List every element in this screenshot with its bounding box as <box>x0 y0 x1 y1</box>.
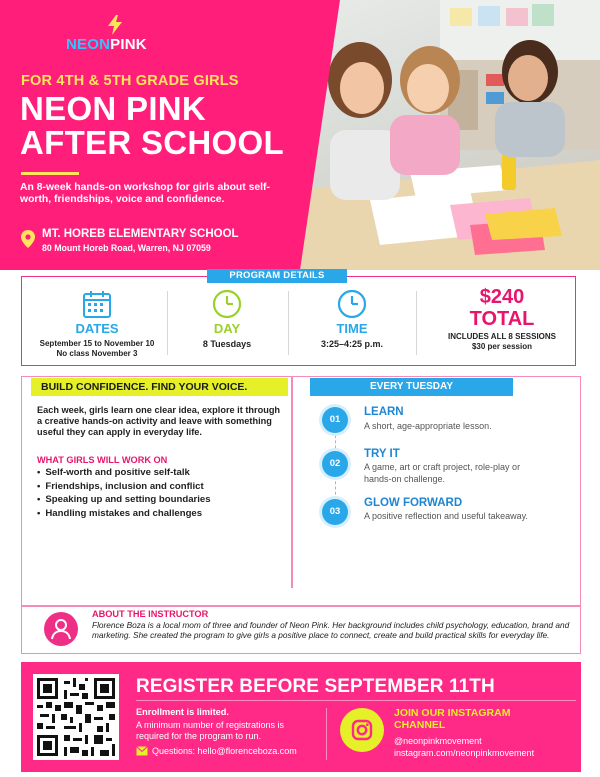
dates-note: No class November 3 <box>56 349 138 358</box>
work-on-heading: WHAT GIRLS WILL WORK ON <box>37 455 168 465</box>
price-per-session: $30 per session <box>471 342 533 351</box>
title-underline <box>21 172 79 175</box>
instagram-handle[interactable]: @neonpinkmovement <box>394 736 482 746</box>
divider <box>416 291 417 355</box>
qr-code[interactable] <box>33 674 119 760</box>
instagram-url-link[interactable]: instagram.com/neonpinkmovement <box>394 748 535 758</box>
day-value: 8 Tuesdays <box>202 339 252 349</box>
page-title <box>20 92 284 160</box>
price-block <box>436 286 568 352</box>
qr-code-icon <box>37 678 115 756</box>
program-details-box <box>21 276 576 366</box>
price-includes: INCLUDES ALL 8 SESSIONS <box>447 332 557 341</box>
build-confidence-text: Each week, girls learn one clear idea, explore it through a creative hands-on activity and leave with something useful they can apply in everyday life. <box>37 405 281 437</box>
register-title: REGISTER BEFORE SEPTEMBER 11TH <box>136 676 495 697</box>
list-item: • Friendships, inclusion and conflict <box>37 480 211 494</box>
content-divider <box>291 376 293 588</box>
day-block <box>172 289 282 349</box>
day-heading: DAY <box>213 321 241 336</box>
register-rule <box>136 700 576 701</box>
logo-neon: NEON <box>66 36 111 53</box>
enrollment-limited: Enrollment is limited. <box>136 707 229 717</box>
time-heading: TIME <box>336 321 368 336</box>
calendar-icon <box>82 289 112 319</box>
hero-photo <box>300 0 600 270</box>
hero-section <box>0 0 600 270</box>
questions-email-link[interactable]: Questions: hello@florenceboza.com <box>152 746 297 756</box>
minimum-registrations: A minimum number of registrations is required for the program to run. <box>136 720 285 741</box>
location-address: 80 Mount Horeb Road, Warren, NJ 07059 <box>42 243 211 253</box>
hero-description: An 8-week hands-on workshop for girls about self-worth, friendships, voice and confidence. <box>20 182 270 205</box>
list-item: • Self-worth and positive self-talk <box>37 466 211 480</box>
step-number-badge: 03 <box>322 499 348 525</box>
work-on-list <box>37 466 211 521</box>
list-item: • Handling mistakes and challenges <box>37 507 211 521</box>
price-amount: $240 <box>479 286 525 308</box>
girls-crafting-illustration <box>300 0 600 270</box>
envelope-icon <box>136 746 148 756</box>
program-details-label: PROGRAM DETAILS <box>207 269 347 283</box>
person-icon <box>44 612 78 646</box>
list-item: • Speaking up and setting boundaries <box>37 493 211 507</box>
step-text: A positive reflection and useful takeaway. <box>364 511 528 521</box>
dates-heading: DATES <box>75 321 119 336</box>
instructor-bio: Florence Boza is a local mom of three and founder of Neon Pink. Her background includes child psychology, education, brand and marketing. She created the program to give girls a positive place to connect, create and build practical skills for everyday life. <box>92 620 570 641</box>
step-text: A short, age-appropriate lesson. <box>364 421 492 431</box>
build-confidence-label: BUILD CONFIDENCE. FIND YOUR VOICE. <box>31 378 288 396</box>
time-value: 3:25–4:25 p.m. <box>320 339 384 349</box>
title-line-2: AFTER SCHOOL <box>20 124 284 161</box>
location-pin-icon <box>21 230 35 248</box>
logo-pink: PINK <box>110 36 147 53</box>
time-block <box>292 289 412 349</box>
price-total-label: TOTAL <box>469 308 535 330</box>
title-line-1: NEON PINK <box>20 90 207 127</box>
step-title: GLOW FORWARD <box>364 497 463 509</box>
instagram-icon <box>340 708 384 752</box>
dates-range: September 15 to November 10 <box>39 339 155 348</box>
grade-eyebrow: FOR 4TH & 5TH GRADE GIRLS <box>21 73 239 89</box>
clock-icon <box>337 289 367 319</box>
register-divider <box>326 708 327 760</box>
neon-pink-logo <box>66 15 166 55</box>
divider <box>167 291 168 355</box>
instagram-badge[interactable] <box>340 708 384 752</box>
avatar <box>44 612 78 646</box>
instagram-heading: JOIN OUR INSTAGRAM CHANNEL <box>394 707 511 731</box>
step-number-badge: 01 <box>322 407 348 433</box>
step-title: TRY IT <box>364 448 400 460</box>
step-title: LEARN <box>364 406 404 418</box>
clock-icon <box>212 289 242 319</box>
location-name: MT. HOREB ELEMENTARY SCHOOL <box>42 228 239 240</box>
step-text: A game, art or craft project, role-play or hands-on challenge. <box>364 462 521 484</box>
logo-text <box>66 36 147 53</box>
dates-block <box>32 289 162 359</box>
step-number-badge: 02 <box>322 451 348 477</box>
instructor-heading: ABOUT THE INSTRUCTOR <box>92 609 209 619</box>
every-tuesday-label: EVERY TUESDAY <box>310 378 513 396</box>
lightning-bolt-icon <box>108 15 122 35</box>
divider <box>288 291 289 355</box>
